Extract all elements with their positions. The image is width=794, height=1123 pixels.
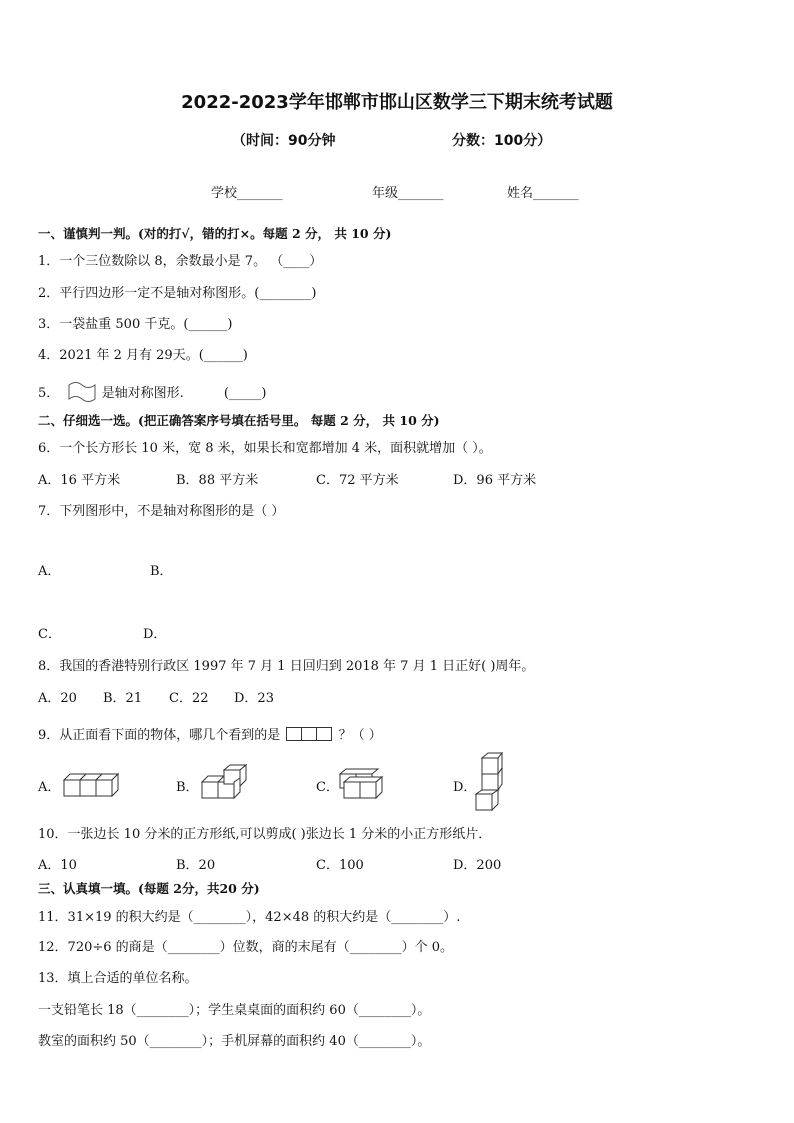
exam-time: （时间：90分钟 [232,133,336,149]
grade-field[interactable]: 年级_______ [372,186,444,201]
question-10: 10．一张边长 10 分米的正方形纸,可以剪成( )张边长 1 分米的小正方形纸片． [38,827,492,842]
q7-option-d: D． [143,627,167,642]
page-title: 2022-2023学年邯郸市邯山区数学三下期末统考试题 [181,92,613,113]
section-3-heading: 三、认真填一填。(每题 2分，共20 分) [38,881,260,896]
q9-option-c: C． [316,780,339,795]
question-5-blank: (_____) [223,386,267,401]
school-field[interactable]: 学校_______ [211,186,283,201]
cube-figure-d-icon [474,752,504,812]
q10-option-c: C．100 [316,858,364,873]
question-13: 13．填上合适的单位名称。 [38,971,198,986]
question-5-text: 是轴对称图形. [101,386,184,401]
question-5 [38,381,267,403]
question-1: 1．一个三位数除以 8，余数最小是 7。 （____） [38,254,323,269]
q10-option-b: B．20 [176,858,216,873]
q9-option-d: D． [453,780,477,795]
question-9 [38,724,382,743]
cube-figure-a-icon [62,768,120,800]
question-11: 11．31×19 的积大约是（________），42×48 的积大约是（________）. [38,910,461,925]
question-12: 12．720÷6 的商是（________）位数，商的末尾有（________）个 0。 [38,940,454,955]
q8-option-a: A．20 [38,691,77,706]
question-13-line-2: 教室的面积约 50（________）；手机屏幕的面积约 40（________）。 [38,1034,431,1049]
wave-flag-icon [67,381,97,403]
q8-option-d: D．23 [234,691,274,706]
q6-option-b: B．88 平方米 [176,473,259,488]
question-5-number: 5． [38,386,60,401]
q7-option-b: B． [150,564,173,579]
q8-option-c: C．22 [169,691,209,706]
exam-score: 分数：100分） [452,133,552,149]
q9-option-b: B． [176,780,199,795]
cube-figure-c-icon [338,768,392,800]
q7-option-a: A． [38,564,61,579]
q10-option-d: D．200 [453,858,502,873]
q6-option-d: D．96 平方米 [453,473,537,488]
q6-option-c: C．72 平方米 [316,473,399,488]
section-1-heading: 一、谨慎判一判。(对的打√，错的打×。每题 2 分， 共 10 分) [38,226,392,241]
section-2-heading: 二、仔细选一选。(把正确答案序号填在括号里。 每题 2 分， 共 10 分) [38,413,440,428]
question-8: 8．我国的香港特别行政区 1997 年 7 月 1 日回归到 2018 年 7 月 1 日正好( )周年。 [38,659,535,674]
question-9-text: 9．从正面看下面的物体，哪几个看到的是 [38,728,281,743]
cube-figure-b-icon [200,764,252,800]
question-9-text-end: ？（ ） [338,728,382,743]
q10-option-a: A．10 [38,858,77,873]
question-6: 6．一个长方形长 10 米，宽 8 米，如果长和宽都增加 4 米，面积就增加（ ）。 [38,441,492,456]
q9-option-a: A． [38,780,61,795]
question-3: 3．一袋盐重 500 千克。(______) [38,317,233,332]
q8-option-b: B．21 [103,691,143,706]
question-2: 2．平行四边形一定不是轴对称图形。(________) [38,286,317,301]
three-squares-icon [286,727,332,741]
question-4: 4．2021 年 2 月有 29天。(______) [38,348,248,363]
q7-option-c: C． [38,627,61,642]
name-field[interactable]: 姓名_______ [507,186,579,201]
q6-option-a: A．16 平方米 [38,473,121,488]
question-7: 7．下列图形中，不是轴对称图形的是（ ） [38,504,285,519]
question-13-line-1: 一支铅笔长 18（________）；学生桌桌面的面积约 60（________）。 [38,1003,431,1018]
